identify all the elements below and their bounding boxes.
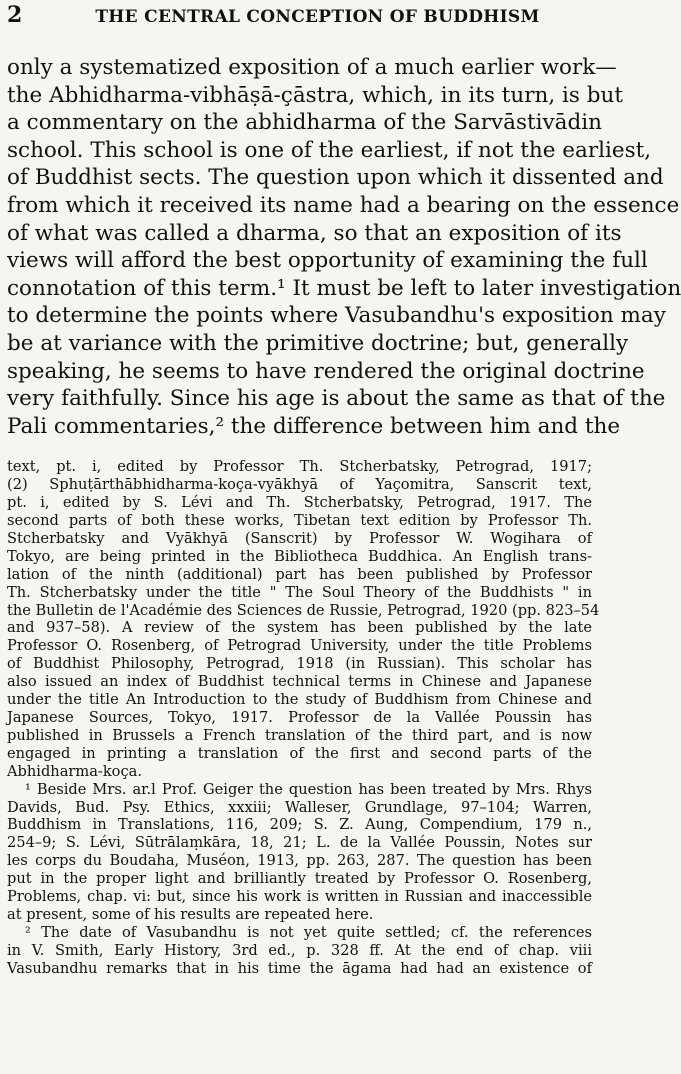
footnote-line: pt. i, edited by S. Lévi and Th. Stcherbatsky, Petrograd, 1917. The [7, 494, 592, 512]
text-line: a commentary on the abhidharma of the Sarvāstivādin [7, 110, 602, 136]
page-number: 2 [7, 2, 23, 28]
footnote-line: Professor O. Rosenberg, of Petrograd University, under the title Problems [7, 637, 592, 655]
text-line: only a systematized exposition of a much earlier work— [7, 55, 617, 80]
footnote-line: and 937–58). A review of the system has been published by the late [7, 619, 592, 637]
text-line: of what was called a dharma, so that an exposition of its [7, 220, 622, 246]
text-line: very faithfully. Since his age is about the same as that of the [7, 386, 666, 412]
running-head: THE CENTRAL CONCEPTION OF BUDDHISM [95, 7, 540, 27]
footnote-line: in V. Smith, Early History, 3rd ed., p. 328 ff. At the end of chap. viii [7, 941, 592, 959]
page-header [7, 2, 592, 38]
footnote-line: Stcherbatsky and Vyākhyā (Sanscrit) by Professor W. Wogihara of [7, 529, 592, 547]
text-line: of Buddhist sects. The question upon which it dissented and [7, 165, 664, 191]
paragraph [7, 54, 681, 440]
footnote-line: Tokyo, are being printed in the Bibliotheca Buddhica. An English trans- [7, 547, 592, 565]
footnote-line: Japanese Sources, Tokyo, 1917. Professor de la Vallée Poussin has [7, 709, 592, 726]
footnote-line: also issued an index of Buddhist technical terms in Chinese and Japanese [7, 673, 592, 691]
footnote-line: of Buddhist Philosophy, Petrograd, 1918 (in Russian). This scholar has [7, 655, 592, 673]
text-line: school. This school is one of the earliest, if not the earliest, [7, 137, 652, 163]
footnote-line: les corps du Boudaha, Muséon, 1913, pp. 263, 287. The question has been [7, 852, 592, 870]
footnote-line: Buddhism in Translations, 116, 209; S. Z. Aung, Compendium, 179 n., [7, 816, 592, 834]
footnote-line: Abhidharma-koça. [7, 762, 142, 780]
footnote-line: published in Brussels a French translation of the third part, and is now [7, 726, 592, 744]
footnote-line: 254–9; S. Lévi, Sūtrālaṃkāra, 18, 21; L. de la Vallée Poussin, Notes sur [7, 834, 592, 852]
text-line: views will afford the best opportunity of examining the full [7, 248, 648, 274]
footnote-line: under the title An Introduction to the study of Buddhism from Chinese and [7, 691, 592, 709]
footnote-line: ² The date of Vasubandhu is not yet quite settled; cf. the references [25, 923, 592, 941]
footnotes [7, 458, 600, 977]
footnote-line: Problems, chap. vi: but, since his work is written in Russian and inaccessible [7, 888, 592, 906]
footnote-line: text, pt. i, edited by Professor Th. Stcherbatsky, Petrograd, 1917; [7, 458, 592, 476]
footnote-line: second parts of both these works, Tibetan text edition by Professor Th. [7, 512, 592, 530]
footnote-line: Vasubandhu remarks that in his time the āgama had had an existence of [7, 959, 592, 977]
text-line: Pali commentaries,² the difference between him and the [7, 413, 621, 439]
text-line: from which it received its name had a bearing on the essence [7, 192, 680, 218]
footnote-line: Davids, Bud. Psy. Ethics, xxxiii; Walleser, Grundlage, 97–104; Warren, [7, 798, 592, 816]
footnote-line: put in the proper light and brilliantly treated by Professor O. Rosenberg, [7, 870, 592, 888]
text-line: connotation of this term.¹ It must be left to later investigation [7, 275, 681, 301]
text-line: be at variance with the primitive doctrine; but, generally [7, 330, 629, 356]
footnote-line: the Bulletin de l'Académie des Sciences de Russie, Petrograd, 1920 (pp. 823–54 [7, 601, 600, 619]
footnote-line: at present, some of his results are repeated here. [7, 905, 374, 923]
main-text [7, 54, 681, 440]
footnote-line: lation of the ninth (additional) part has been published by Professor [7, 565, 592, 583]
footnote-line: Th. Stcherbatsky under the title " The Soul Theory of the Buddhists " in [7, 583, 592, 601]
footnote-line: engaged in printing a translation of the first and second parts of the [7, 744, 592, 762]
footnote-line: (2) Sphuṭārthābhidharma-koça-vyākhyā of Yaçomitra, Sanscrit text, [7, 476, 592, 494]
text-line: to determine the points where Vasubandhu's exposition may [7, 303, 666, 329]
text-line: the Abhidharma-vibhāṣā-çāstra, which, in its turn, is but [7, 82, 623, 108]
text-line: speaking, he seems to have rendered the original doctrine [7, 358, 645, 384]
footnote-line: ¹ Beside Mrs. ar.l Prof. Geiger the question has been treated by Mrs. Rhys [25, 780, 592, 798]
